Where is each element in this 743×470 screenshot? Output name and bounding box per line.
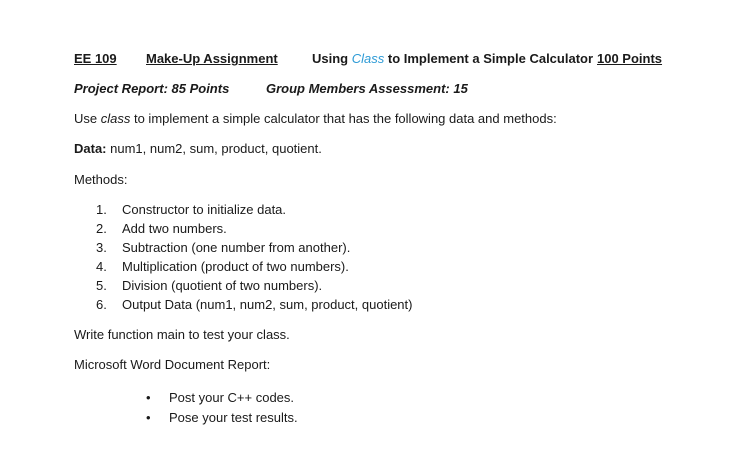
- item-number: 4.: [96, 259, 107, 274]
- project-report-score: Project Report: 85 Points: [74, 81, 230, 96]
- total-points: 100 Points: [597, 51, 663, 66]
- list-item: [146, 408, 298, 428]
- report-list: [146, 388, 298, 428]
- bullet-icon: •: [146, 410, 151, 425]
- list-item: [96, 276, 412, 295]
- item-text: Subtraction (one number from another).: [122, 240, 351, 255]
- data-paragraph: [74, 141, 322, 157]
- data-label: Data:: [74, 141, 107, 156]
- assignment-header: [74, 51, 662, 67]
- intro-before: Use: [74, 111, 101, 126]
- main-function-paragraph: Write function main to test your class.: [74, 327, 290, 342]
- item-number: 1.: [96, 202, 107, 217]
- list-item: [146, 388, 298, 408]
- item-text: Pose your test results.: [169, 410, 298, 425]
- intro-after: to implement a simple calculator that has the following data and methods:: [130, 111, 557, 126]
- item-text: Add two numbers.: [122, 221, 227, 236]
- item-number: 2.: [96, 221, 107, 236]
- methods-label: Methods:: [74, 172, 128, 187]
- list-item: [96, 257, 412, 276]
- item-number: 5.: [96, 278, 107, 293]
- title-accent: Class: [351, 51, 385, 66]
- group-assessment-score: Group Members Assessment: 15: [266, 81, 468, 96]
- methods-list: [96, 200, 412, 314]
- score-breakdown: [74, 81, 468, 97]
- course-code: EE 109: [74, 51, 117, 66]
- list-item: [96, 200, 412, 219]
- data-value: num1, num2, sum, product, quotient.: [106, 141, 322, 156]
- item-number: 6.: [96, 297, 107, 312]
- title-prefix: Using: [312, 51, 352, 66]
- item-number: 3.: [96, 240, 107, 255]
- title-suffix: to Implement a Simple Calculator: [384, 51, 594, 66]
- item-text: Post your C++ codes.: [169, 390, 295, 405]
- list-item: [96, 295, 412, 314]
- item-text: Output Data (num1, num2, sum, product, quotient): [122, 297, 413, 312]
- assignment-type: Make-Up Assignment: [146, 51, 278, 66]
- list-item: [96, 238, 412, 257]
- assignment-title: [312, 51, 597, 67]
- report-label: Microsoft Word Document Report:: [74, 357, 271, 372]
- list-item: [96, 219, 412, 238]
- item-text: Constructor to initialize data.: [122, 202, 287, 217]
- bullet-icon: •: [146, 390, 151, 405]
- item-text: Multiplication (product of two numbers).: [122, 259, 349, 274]
- intro-paragraph: [74, 111, 557, 127]
- intro-italic: class: [100, 111, 131, 126]
- item-text: Division (quotient of two numbers).: [122, 278, 323, 293]
